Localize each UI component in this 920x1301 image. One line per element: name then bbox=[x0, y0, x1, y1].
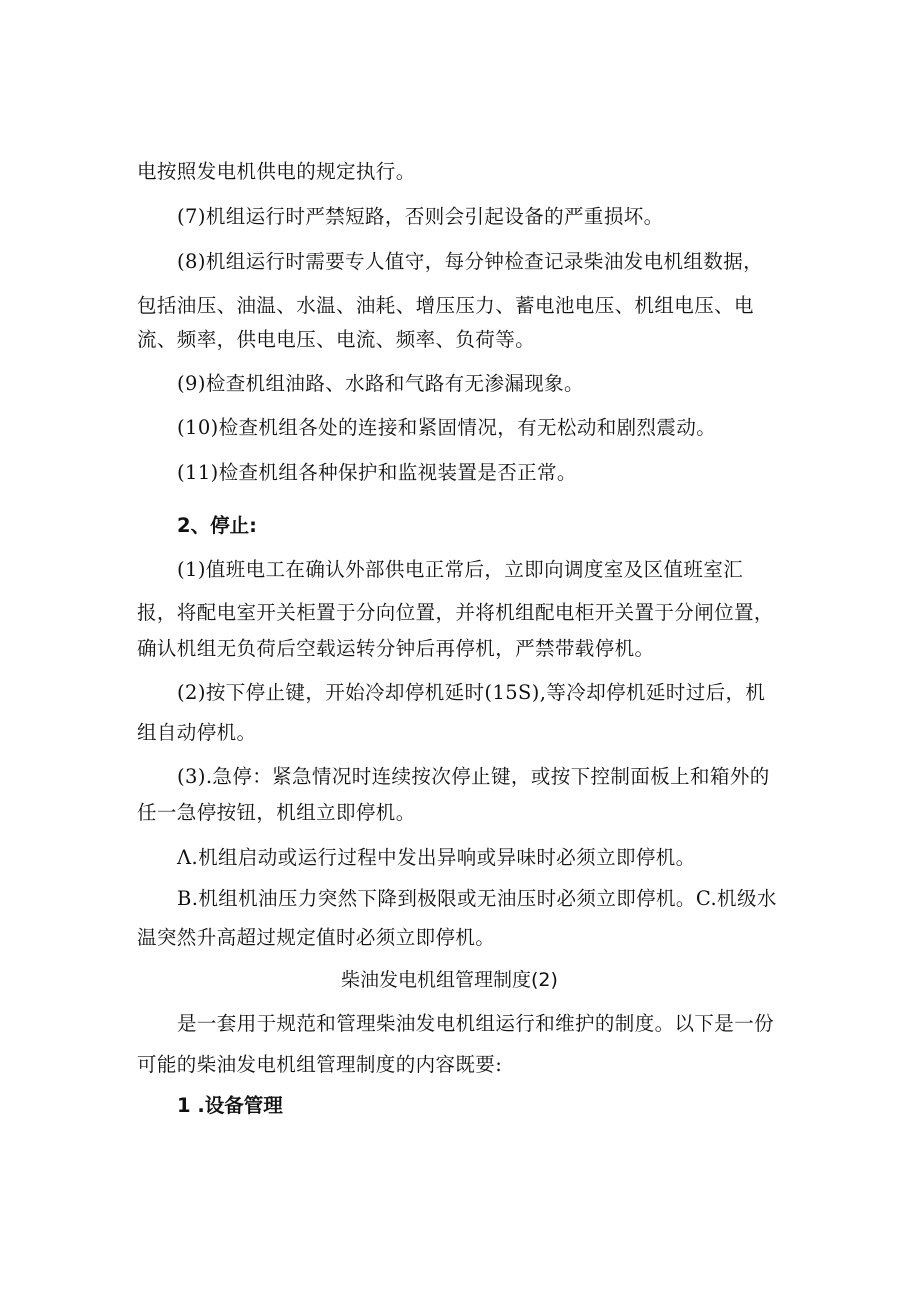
paragraph-line: 流、频率，供电电压、电流、频率、负荷等。 bbox=[137, 328, 536, 351]
paragraph-line: 可能的柴油发电机组管理制度的内容既要: bbox=[137, 1053, 503, 1076]
paragraph-line: 任一急停按钮，机组立即停机。 bbox=[137, 801, 416, 824]
paragraph-line: (1)值班电工在确认外部供电正常后，立即向调度室及区值班室汇 bbox=[177, 558, 744, 581]
paragraph-line: 报，将配电室开关柜置于分向位置，并将机组配电柜开关置于分闸位置， bbox=[137, 601, 774, 624]
paragraph-line: (7)机组运行时严禁短路，否则会引起设备的严重损坏。 bbox=[177, 205, 664, 228]
paragraph-line: 电按照发电机供电的规定执行。 bbox=[137, 160, 416, 183]
paragraph-line: (10)检查机组各处的连接和紧固情况，有无松动和剧烈震动。 bbox=[177, 416, 717, 439]
document-subtitle: 柴油发电机组管理制度(2) bbox=[341, 969, 558, 991]
paragraph-line: B.机组机油压力突然下降到极限或无油压时必须立即停机。C.机级水 bbox=[177, 887, 777, 910]
paragraph-line: 温突然升高超过规定值时必须立即停机。 bbox=[137, 926, 496, 949]
section-heading-stop: 2、停止: bbox=[177, 514, 257, 537]
paragraph-line: (3).急停：紧急情况时连续按次停止键，或按下控制面板上和箱外的 bbox=[177, 765, 770, 788]
paragraph-line: (2)按下停止键，开始冷却停机延时(15S),等冷却停机延时过后，机 bbox=[177, 681, 766, 704]
paragraph-line: (11)检查机组各种保护和监视装置是否正常。 bbox=[177, 461, 577, 484]
paragraph-line: 包括油压、油温、水温、油耗、增压压力、蓄电池电压、机组电压、电 bbox=[137, 294, 754, 317]
paragraph-line: (8)机组运行时需要专人值守，每分钟检查记录柴油发电机组数据， bbox=[177, 250, 764, 273]
paragraph-line: 组自动停机。 bbox=[137, 721, 257, 744]
paragraph-line: 是一套用于规范和管理柴油发电机组运行和维护的制度。以下是一份 bbox=[177, 1012, 775, 1035]
paragraph-line: 确认机组无负荷后空载运转分钟后再停机，严禁带载停机。 bbox=[137, 637, 655, 660]
paragraph-line: Λ.机组启动或运行过程中发出异响或异味时必须立即停机。 bbox=[177, 846, 696, 869]
paragraph-line: (9)检查机组油路、水路和气路有无渗漏现象。 bbox=[177, 372, 584, 395]
section-heading-equipment: 1 .设备管理 bbox=[177, 1094, 283, 1117]
